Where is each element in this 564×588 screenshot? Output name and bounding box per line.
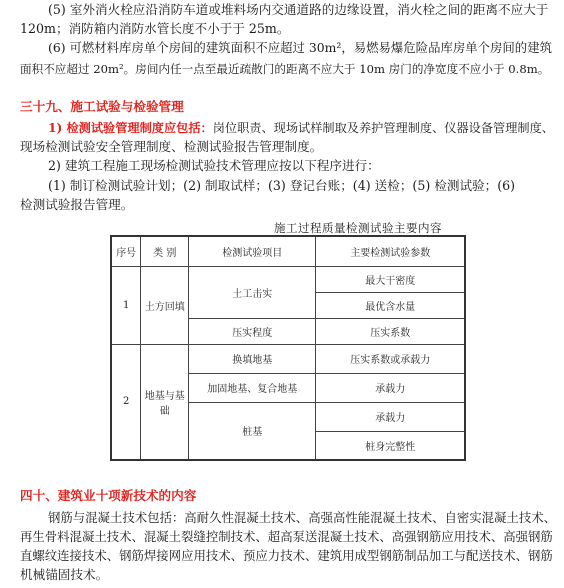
- table-row: [111, 344, 465, 373]
- test-mgmt-text: 岗位职责、现场试样制取及养护管理制度、仪器设备管理制度、: [212, 121, 554, 135]
- table-header-row: [111, 236, 465, 267]
- section-heading-39: 三十九、施工试验与检验管理: [20, 99, 184, 114]
- para-new-tech-4: 机械锚固技术。: [20, 567, 109, 582]
- cell-param: 桩身完整性: [316, 431, 465, 460]
- cell-param: 压实系数: [316, 318, 465, 344]
- test-mgmt-label: 1) 检测试验管理制度应包括：: [48, 121, 213, 135]
- cell-item: 压实程度: [189, 318, 316, 344]
- table-title: 施工过程质量检测试验主要内容: [274, 221, 442, 235]
- section-heading-40: 四十、建筑业十项新技术的内容: [20, 488, 197, 503]
- cell-item: 桩基: [189, 402, 316, 460]
- para-test-mgmt-2: 现场检测试验安全管理制度、检测试验报告管理制度。: [20, 139, 323, 154]
- quality-test-table: [110, 235, 466, 461]
- para-new-tech-1: 钢筋与混凝土技术包括：高耐久性混凝土技术、高强高性能混凝土技术、自密实混凝土技术、: [48, 510, 557, 525]
- para-procedure-steps: (1) 制订检测试验计划；(2) 制取试样；(3) 登记台账；(4) 送检；(5) 检测试验；(6): [48, 178, 516, 193]
- cell-category: 地基与基础: [141, 344, 189, 460]
- para-procedure-intro: 2) 建筑工程施工现场检测试验技术管理应按以下程序进行：: [48, 158, 380, 173]
- header-params: 主要检测试验参数: [316, 236, 465, 267]
- cell-param: 承载力: [316, 402, 465, 431]
- cell-item: 土工击实: [189, 267, 316, 319]
- para-storage-2: 面积不应超过 20m²。房间内任一点至最近疏散门的距离不应大于 10m 房门的净宽度不应小于 0.8m。: [20, 62, 550, 76]
- cell-no: 1: [111, 267, 141, 345]
- cell-param: 压实系数或承载力: [316, 344, 465, 373]
- cell-param: 最优含水量: [316, 292, 465, 318]
- cell-item: 换填地基: [189, 344, 316, 373]
- cell-category: 土方回填: [141, 267, 189, 345]
- para-new-tech-3: 直螺纹连接技术、钢筋焊接网应用技术、预应力技术、建筑用成型钢筋制品加工与配送技术、钢筋: [20, 548, 553, 563]
- para-test-mgmt-1: [48, 120, 554, 136]
- cell-param: 最大干密度: [316, 267, 465, 293]
- table-row: [111, 267, 465, 293]
- cell-item: 加固地基、复合地基: [189, 373, 316, 402]
- header-item: 检测试验项目: [189, 236, 316, 267]
- cell-no: 2: [111, 344, 141, 460]
- header-category: 类 别: [141, 236, 189, 267]
- para-fire-hydrant-2: 120m；消防箱内消防水管长度不小于于 25m。: [20, 21, 290, 36]
- para-storage-1: (6) 可燃材料库房单个房间的建筑面积不应超过 30m²，易燃易爆危险品库房单个房间的建筑: [48, 40, 552, 55]
- para-fire-hydrant-1: (5) 室外消火栓应沿消防车道或堆料场内交通道路的边缘设置，消火栓之间的距离不应大于: [48, 2, 549, 17]
- para-procedure-end: 检测试验报告管理。: [20, 197, 134, 212]
- header-no: 序号: [111, 236, 141, 267]
- para-new-tech-2: 再生骨料混凝土技术、混凝土裂缝控制技术、超高泵送混凝土技术、高强钢筋应用技术、高强钢筋: [20, 529, 553, 544]
- cell-param: 承载力: [316, 373, 465, 402]
